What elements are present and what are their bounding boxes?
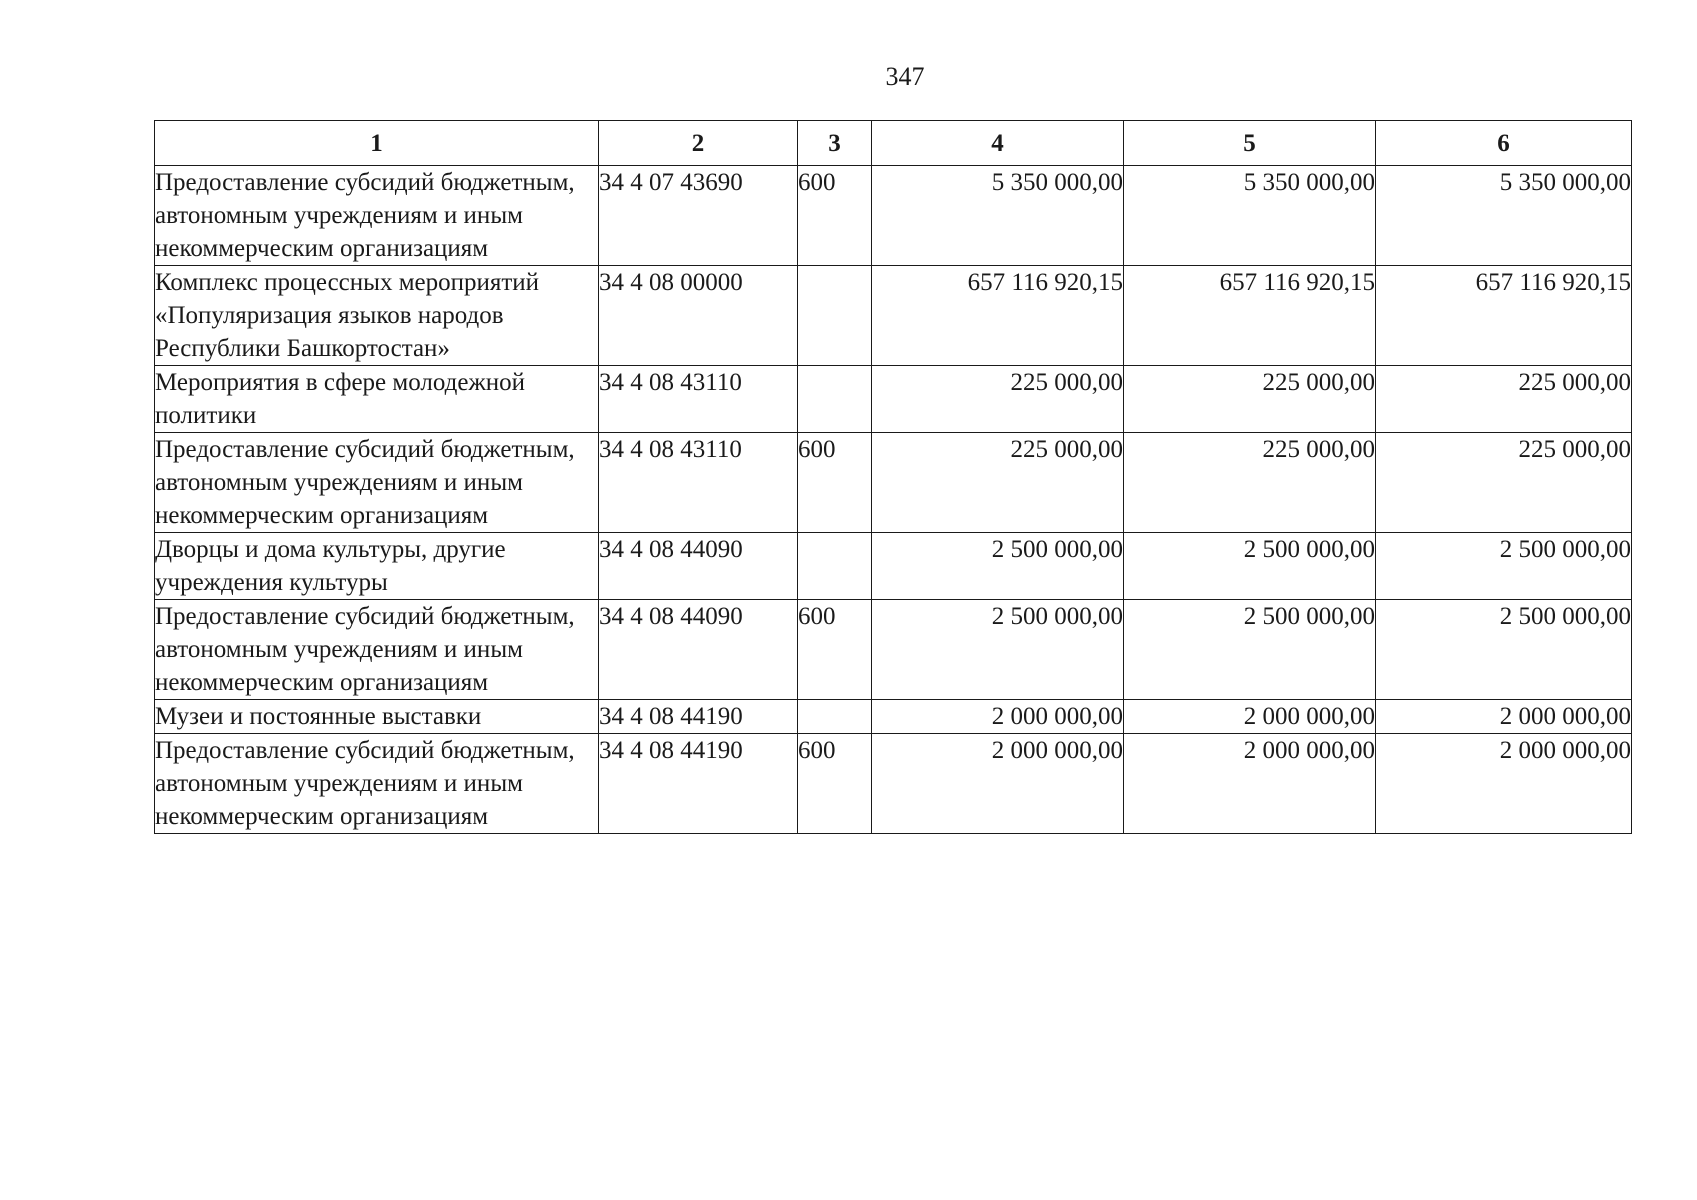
- row-expense-type: 600: [798, 433, 872, 533]
- table-header-row: [155, 121, 1632, 166]
- row-code: 34 4 08 43110: [599, 366, 798, 433]
- row-value-5: 2 500 000,00: [1124, 533, 1376, 600]
- column-header-2: 2: [599, 121, 798, 166]
- row-value-6: 2 000 000,00: [1376, 700, 1632, 734]
- row-value-6: 5 350 000,00: [1376, 166, 1632, 266]
- row-expense-type: [798, 266, 872, 366]
- budget-table: [154, 120, 1632, 834]
- row-value-5: 5 350 000,00: [1124, 166, 1376, 266]
- row-value-6: 2 000 000,00: [1376, 734, 1632, 834]
- row-value-6: 657 116 920,15: [1376, 266, 1632, 366]
- table-row: [155, 533, 1632, 600]
- row-value-5: 2 500 000,00: [1124, 600, 1376, 700]
- row-value-4: 5 350 000,00: [872, 166, 1124, 266]
- row-code: 34 4 08 44090: [599, 533, 798, 600]
- row-value-4: 225 000,00: [872, 366, 1124, 433]
- column-header-5: 5: [1124, 121, 1376, 166]
- row-code: 34 4 08 44190: [599, 734, 798, 834]
- row-expense-type: [798, 533, 872, 600]
- table-row: [155, 700, 1632, 734]
- row-value-4: 225 000,00: [872, 433, 1124, 533]
- row-name: Предоставление субсидий бюджетным, автономным учреждениям и иным некоммерческим организациям: [155, 600, 599, 700]
- row-name: Комплекс процессных мероприятий «Популяризация языков народов Республики Башкортостан»: [155, 266, 599, 366]
- row-expense-type: [798, 366, 872, 433]
- row-value-5: 2 000 000,00: [1124, 700, 1376, 734]
- row-value-5: 657 116 920,15: [1124, 266, 1376, 366]
- row-code: 34 4 08 44190: [599, 700, 798, 734]
- column-header-3: 3: [798, 121, 872, 166]
- row-code: 34 4 08 43110: [599, 433, 798, 533]
- row-code: 34 4 08 00000: [599, 266, 798, 366]
- row-value-4: 2 500 000,00: [872, 533, 1124, 600]
- row-name: Мероприятия в сфере молодежной политики: [155, 366, 599, 433]
- column-header-1: 1: [155, 121, 599, 166]
- row-value-4: 2 000 000,00: [872, 734, 1124, 834]
- row-name: Музеи и постоянные выставки: [155, 700, 599, 734]
- row-value-5: 225 000,00: [1124, 433, 1376, 533]
- table-row: [155, 266, 1632, 366]
- row-value-5: 2 000 000,00: [1124, 734, 1376, 834]
- table-row: [155, 366, 1632, 433]
- table-row: [155, 433, 1632, 533]
- row-value-4: 657 116 920,15: [872, 266, 1124, 366]
- row-expense-type: [798, 700, 872, 734]
- row-code: 34 4 07 43690: [599, 166, 798, 266]
- row-value-5: 225 000,00: [1124, 366, 1376, 433]
- row-name: Предоставление субсидий бюджетным, автономным учреждениям и иным некоммерческим организациям: [155, 433, 599, 533]
- row-value-6: 225 000,00: [1376, 433, 1632, 533]
- row-value-4: 2 000 000,00: [872, 700, 1124, 734]
- row-code: 34 4 08 44090: [599, 600, 798, 700]
- row-expense-type: 600: [798, 166, 872, 266]
- column-header-6: 6: [1376, 121, 1632, 166]
- row-expense-type: 600: [798, 734, 872, 834]
- table-row: [155, 166, 1632, 266]
- row-value-6: 2 500 000,00: [1376, 533, 1632, 600]
- row-value-4: 2 500 000,00: [872, 600, 1124, 700]
- column-header-4: 4: [872, 121, 1124, 166]
- table-row: [155, 600, 1632, 700]
- row-value-6: 2 500 000,00: [1376, 600, 1632, 700]
- row-value-6: 225 000,00: [1376, 366, 1632, 433]
- row-name: Дворцы и дома культуры, другие учреждения культуры: [155, 533, 599, 600]
- row-name: Предоставление субсидий бюджетным, автономным учреждениям и иным некоммерческим организациям: [155, 734, 599, 834]
- page-number: 347: [885, 62, 925, 91]
- row-expense-type: 600: [798, 600, 872, 700]
- row-name: Предоставление субсидий бюджетным, автономным учреждениям и иным некоммерческим организациям: [155, 166, 599, 266]
- table-row: [155, 734, 1632, 834]
